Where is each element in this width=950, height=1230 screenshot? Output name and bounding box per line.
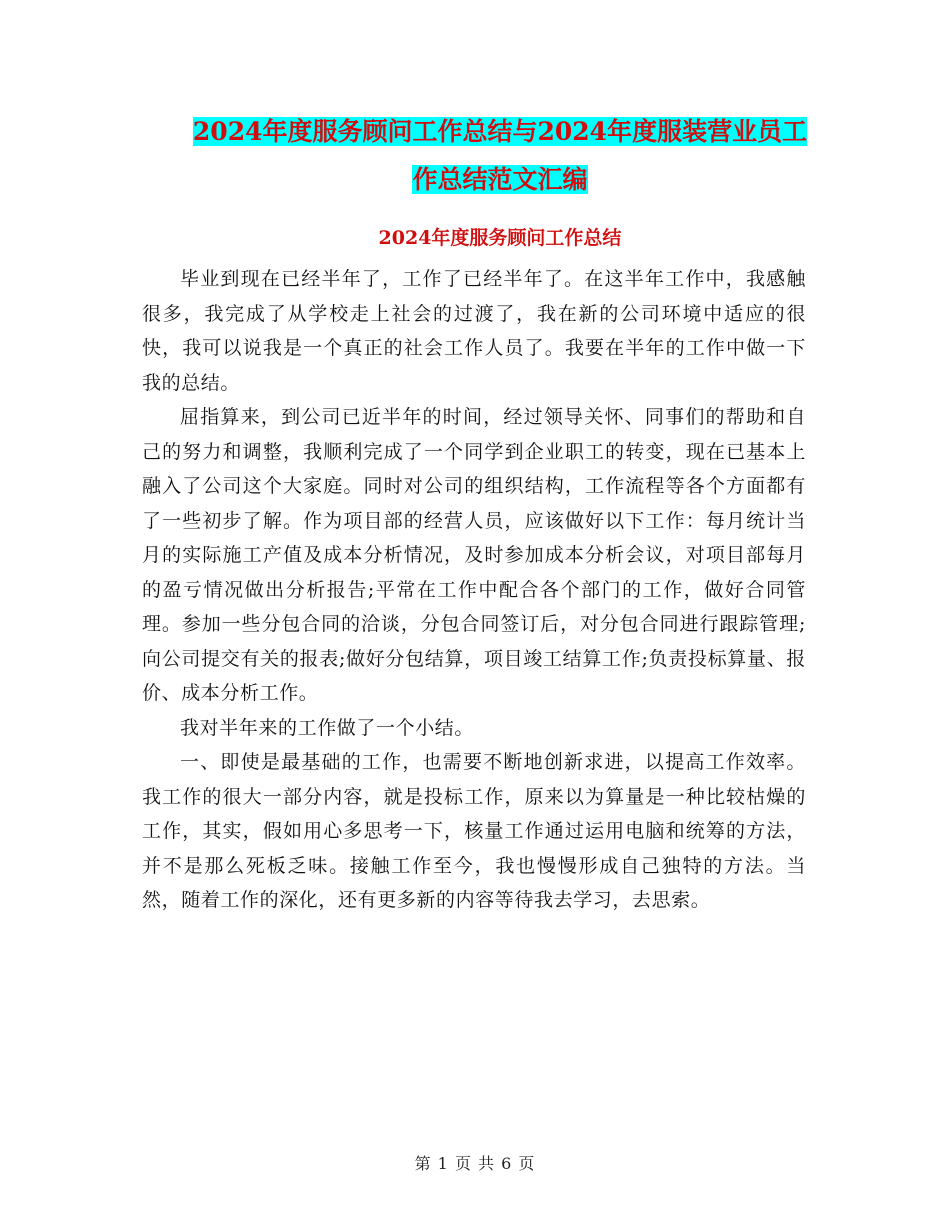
document-title-line-2: 作总结范文汇编 — [412, 165, 588, 194]
paragraph-2: 屈指算来，到公司已近半年的时间，经过领导关怀、同事们的帮助和自己的努力和调整，我顺利完成了一个同学到企业职工的转变，现在已基本上融入了公司这个大家庭。同时对公司的组织结构，工作流程等各个方面都有了一些初步了解。作为项目部的经营人员，应该做好以下工作：每月统计当月的实际施工产值及成本分析情况，及时参加成本分析会议，对项目部每月的盈亏情况做出分析报告;平常在工作中配合各个部门的工作，做好合同管理。参加一些分包合同的洽谈，分包合同签订后，对分包合同进行跟踪管理;向公司提交有关的报表;做好分包结算，项目竣工结算工作;负责投标算量、报价、成本分析工作。 — [142, 406, 806, 704]
paragraph-4: 一、即使是最基础的工作，也需要不断地创新求进，以提高工作效率。我工作的很大一部分内容，就是投标工作，原来以为算量是一种比较枯燥的工作，其实，假如用心多思考一下，核量工作通过运用电脑和统筹的方法，并不是那么死板乏味。接触工作至今，我也慢慢形成自己独特的方法。当然，随着工作的深化，还有更多新的内容等待我去学习，去思索。 — [142, 751, 806, 911]
paragraph-1: 毕业到现在已经半年了，工作了已经半年了。在这半年工作中，我感触很多，我完成了从学校走上社会的过渡了，我在新的公司环境中适应的很快，我可以说我是一个真正的社会工作人员了。我要在半年的工作中做一下我的总结。 — [142, 268, 806, 394]
paragraph-3: 我对半年来的工作做了一个小结。 — [180, 716, 475, 739]
document-body — [142, 262, 806, 918]
page-footer: 第 1 页 共 6 页 — [414, 1154, 536, 1173]
document-title-line-1: 2024年度服务顾问工作总结与2024年度服装营业员工 — [192, 117, 808, 146]
section-title: 2024年度服务顾问工作总结 — [378, 227, 622, 249]
document-title — [140, 108, 860, 204]
